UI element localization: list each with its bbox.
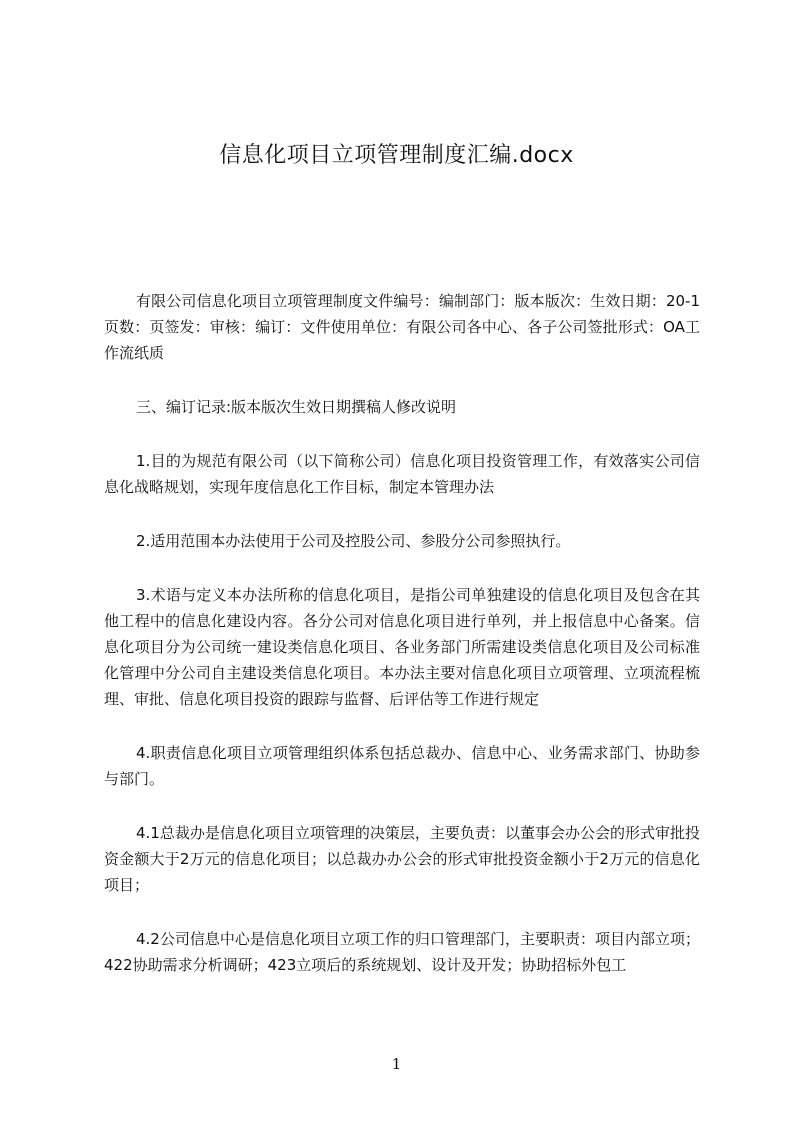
paragraph-4-1: 4.1总裁办是信息化项目立项管理的决策层，主要负责：以董事会办公会的形式审批投资金额大于2万元的信息化项目；以总裁办办公会的形式审批投资金额小于2万元的信息化项目；	[104, 824, 700, 894]
paragraph-purpose: 1.目的为规范有限公司（以下简称公司）信息化项目投资管理工作，有效落实公司信息化战略规划，实现年度信息化工作目标，制定本管理办法	[104, 452, 700, 496]
paragraph-scope: 2.适用范围本办法使用于公司及控股公司、参股分公司参照执行。	[136, 532, 571, 550]
paragraph-4-2: 4.2公司信息中心是信息化项目立项工作的归口管理部门，主要职责：项目内部立项；422协助需求分析调研；423立项后的系统规划、设计及开发；协助招标外包工	[104, 930, 700, 974]
paragraph-definitions: 3.术语与定义本办法所称的信息化项目，是指公司单独建设的信息化项目及包含在其他工程中的信息化建设内容。各分公司对信息化项目进行单列，并上报信息中心备案。信息化项目分为公司统一建设类信息化项目、各业务部门所需建设类信息化项目及公司标准化管理中分公司自主建设类信息化项目。本办法主要对信息化项目立项管理、立项流程梳理、审批、信息化项目投资的跟踪与监督、后评估等工作进行规定	[104, 586, 700, 708]
page-number: 1	[391, 1055, 402, 1073]
document-body	[104, 288, 700, 1006]
paragraph-responsibilities: 4.职责信息化项目立项管理组织体系包括总裁办、信息中心、业务需求部门、协助参与部门。	[104, 744, 700, 788]
paragraph-revision-record: 三、编订记录:版本版次生效日期撰稿人修改说明	[136, 398, 457, 416]
document-title: 信息化项目立项管理制度汇编.docx	[219, 143, 574, 168]
paragraph-document-info: 有限公司信息化项目立项管理制度文件编号：编制部门：版本版次：生效日期：20-1页数：页签发：审核：编订：文件使用单位：有限公司各中心、各子公司签批形式：OA工作流纸质	[104, 292, 700, 362]
